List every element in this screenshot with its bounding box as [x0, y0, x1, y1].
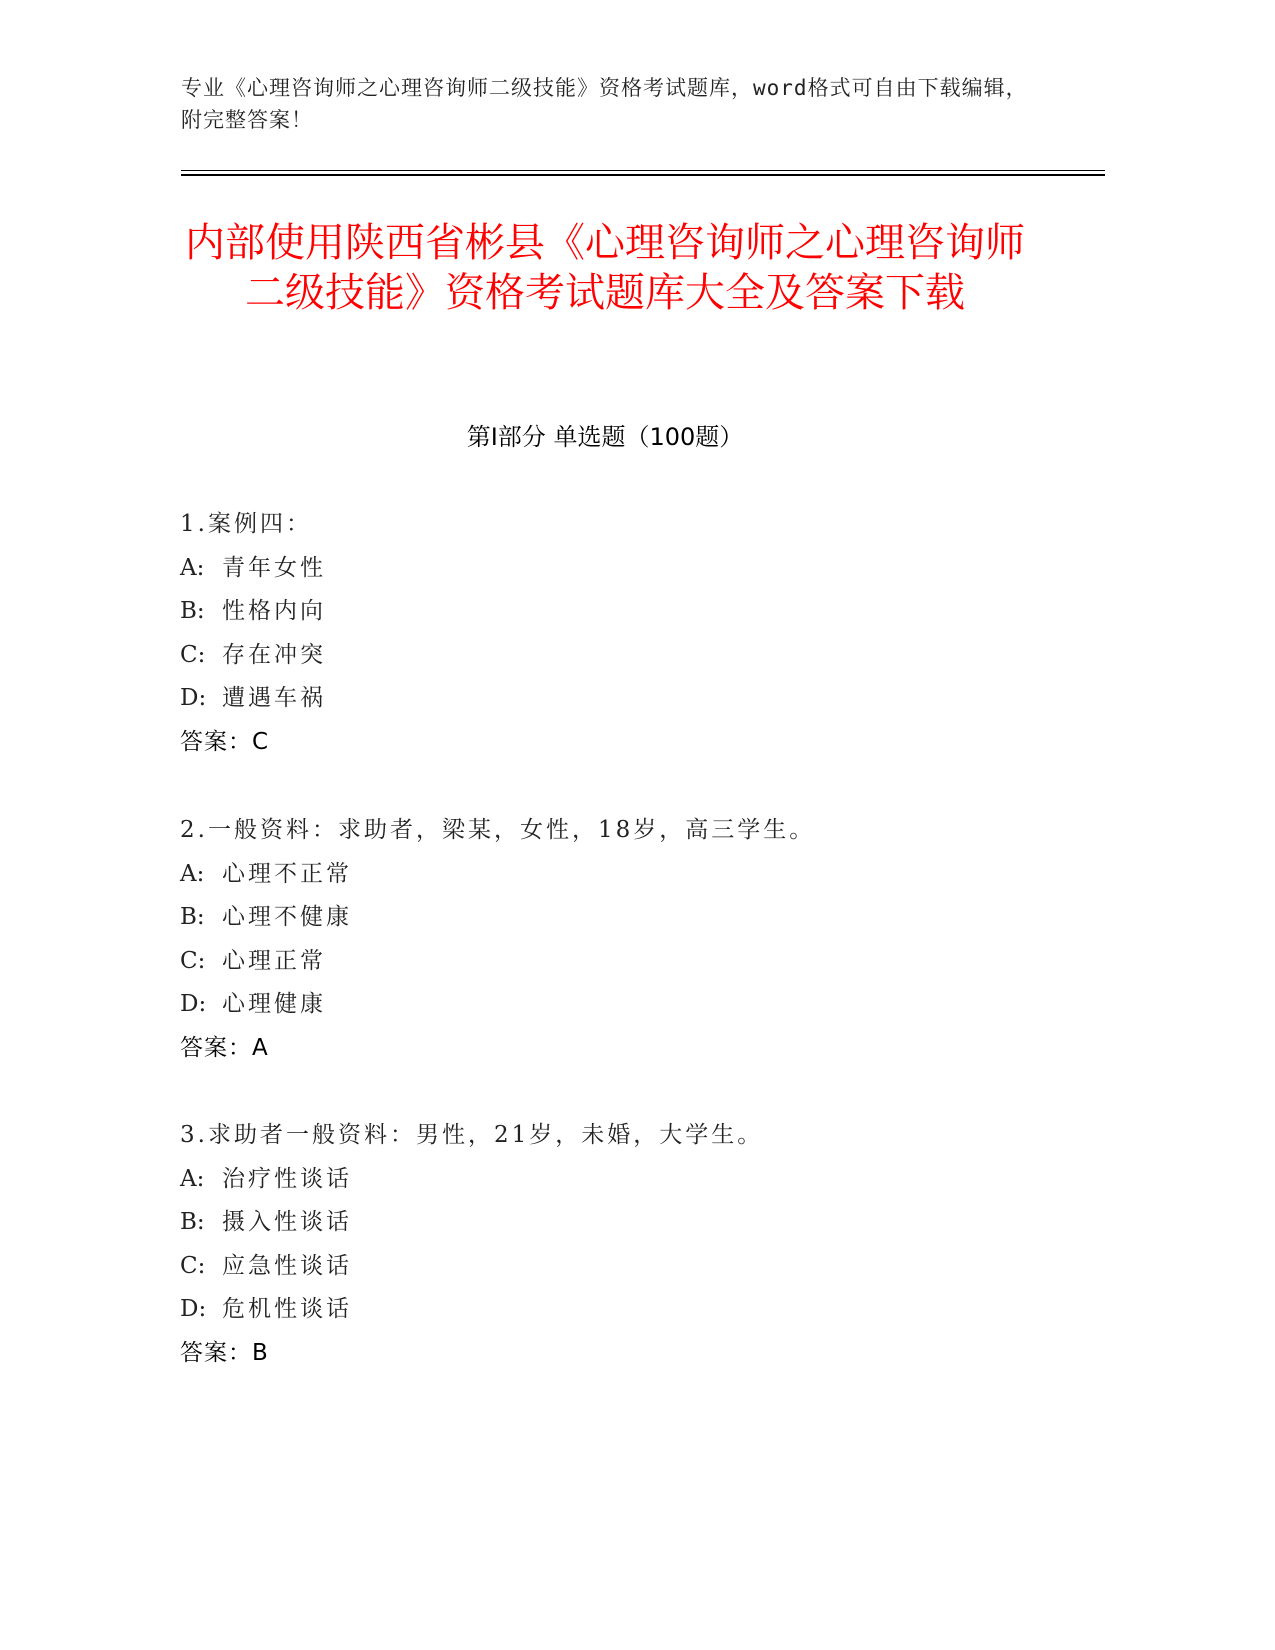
option-label: A: — [180, 860, 205, 887]
option-a — [180, 856, 1040, 900]
option-c — [180, 637, 1040, 681]
option-label: A: — [180, 554, 205, 581]
question-stem: 3.求助者一般资料：男性，21岁，未婚，大学生。 — [180, 1122, 764, 1148]
option-label: D: — [180, 685, 207, 712]
option-d — [180, 1291, 1040, 1335]
question-2 — [180, 812, 1040, 1066]
option-text: 存在冲突 — [222, 641, 326, 668]
option-label: B: — [180, 904, 205, 931]
question-1 — [180, 506, 1040, 760]
option-label: B: — [180, 1209, 205, 1236]
option-c — [180, 943, 1040, 987]
header-divider-top — [181, 170, 1105, 171]
option-text: 治疗性谈话 — [222, 1165, 352, 1192]
answer: 答案：B — [180, 1339, 269, 1366]
option-c — [180, 1248, 1040, 1292]
option-text: 危机性谈话 — [222, 1296, 352, 1323]
header-note: 专业《心理咨询师之心理咨询师二级技能》资格考试题库，word格式可自由下载编辑，附完整答案！ — [181, 76, 1028, 132]
option-label: C: — [180, 947, 206, 974]
option-text: 摄入性谈话 — [222, 1209, 352, 1236]
option-text: 心理正常 — [222, 947, 326, 974]
option-text: 应急性谈话 — [222, 1252, 352, 1279]
option-d — [180, 680, 1040, 724]
option-b — [180, 1204, 1040, 1248]
question-stem: 2.一般资料：求助者，梁某，女性，18岁，高三学生。 — [180, 817, 816, 843]
question-stem: 1.案例四： — [180, 511, 312, 537]
option-text: 性格内向 — [222, 598, 326, 625]
option-b — [180, 899, 1040, 943]
option-a — [180, 1161, 1040, 1205]
section-title: 第Ⅰ部分 单选题（100题） — [466, 423, 744, 451]
option-label: C: — [180, 1252, 206, 1279]
option-text: 心理不健康 — [222, 904, 352, 931]
answer: 答案：A — [180, 1034, 269, 1061]
option-a — [180, 550, 1040, 594]
option-text: 心理不正常 — [222, 860, 352, 887]
answer: 答案：C — [180, 728, 270, 755]
option-label: C: — [180, 641, 206, 668]
option-label: D: — [180, 1296, 207, 1323]
option-label: D: — [180, 991, 207, 1018]
option-label: B: — [180, 598, 205, 625]
option-d — [180, 986, 1040, 1030]
document-title: 内部使用陕西省彬县《心理咨询师之心理咨询师二级技能》资格考试题库大全及答案下载 — [185, 220, 1025, 316]
option-b — [180, 593, 1040, 637]
option-text: 心理健康 — [222, 991, 326, 1018]
question-3 — [180, 1117, 1040, 1371]
header-divider-bottom — [181, 174, 1105, 176]
option-text: 青年女性 — [222, 554, 326, 581]
option-label: A: — [180, 1165, 205, 1192]
option-text: 遭遇车祸 — [222, 685, 326, 712]
